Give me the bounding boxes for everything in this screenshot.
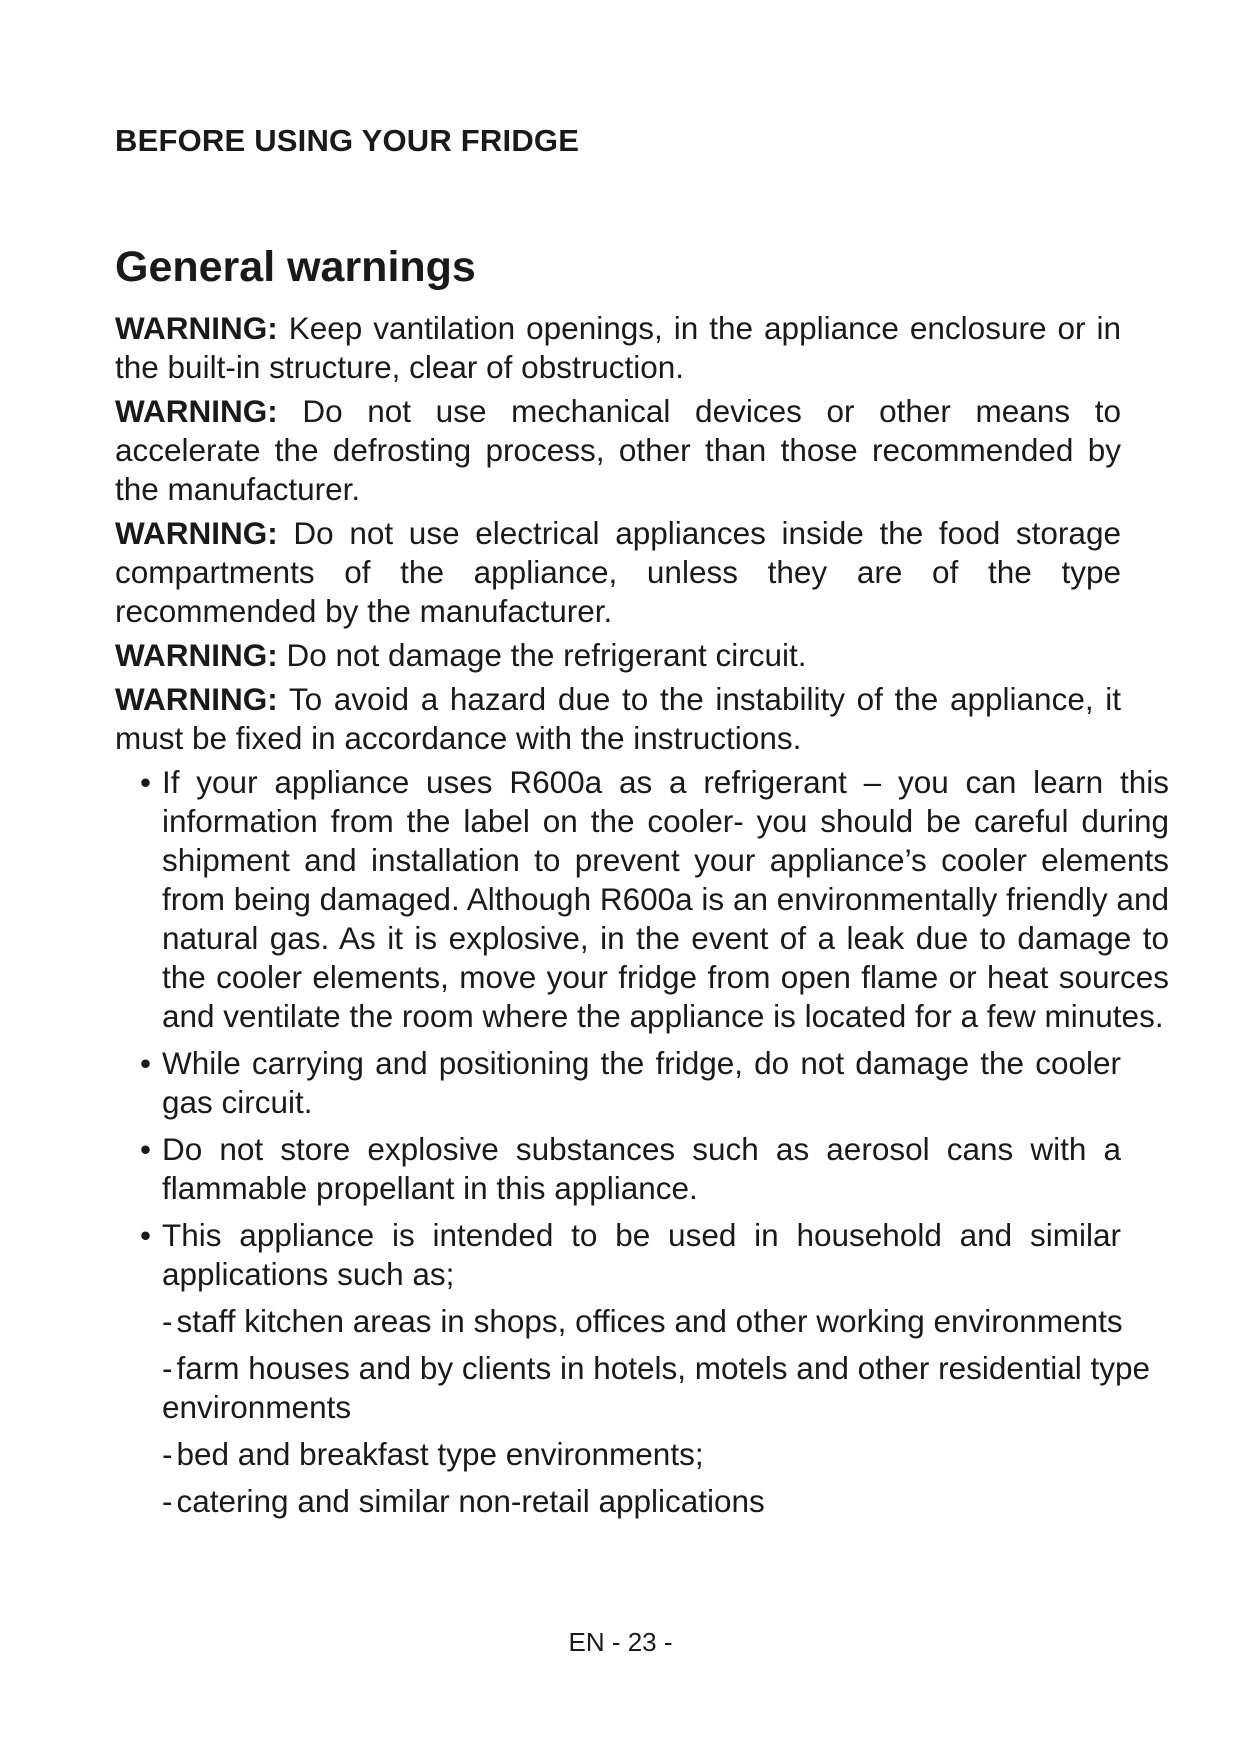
warning-label: WARNING:	[115, 310, 278, 346]
bullet-text: If your appliance uses R600a as a refrigerant – you can learn this information from the label on the cooler- you should be careful during shipment and installation to prevent your appliance’s cooler elements from being damaged. Although R600a is an environmentally friendly and natural gas. As it is explosive, in the event of a leak due to damage to the cooler elements, move your fridge from open flame or heat sources and ventilate the room where the appliance is located for a few minutes.	[162, 764, 1169, 1034]
application-text: catering and similar non-retail applications	[176, 1483, 765, 1519]
bullet-item	[115, 763, 1169, 1036]
bullet-text: While carrying and positioning the fridge, do not damage the cooler gas circuit.	[162, 1045, 1121, 1120]
warning-text: Do not use mechanical devices or other means to accelerate the defrosting process, other than those recommended by the manufacturer.	[115, 393, 1121, 507]
application-item	[115, 1302, 1121, 1341]
warning-paragraph	[115, 514, 1121, 631]
bullet-text: This appliance is intended to be used in household and similar applications such as;	[162, 1217, 1121, 1292]
dash-icon: -	[162, 1303, 173, 1339]
warning-label: WARNING:	[115, 393, 278, 429]
warning-paragraph	[115, 636, 1121, 675]
warning-text: Keep vantilation openings, in the appliance enclosure or in the built-in structure, clear of obstruction.	[115, 310, 1121, 385]
application-item	[115, 1482, 1121, 1521]
warning-label: WARNING:	[115, 681, 278, 717]
warning-text: To avoid a hazard due to the instability of the appliance, it must be fixed in accordance with the instructions.	[115, 681, 1121, 756]
application-item	[115, 1435, 1121, 1474]
warning-text: Do not damage the refrigerant circuit.	[286, 637, 807, 673]
warning-label: WARNING:	[115, 515, 278, 551]
warning-label: WARNING:	[115, 637, 278, 673]
bullet-list	[115, 763, 1169, 1294]
application-item	[115, 1349, 1162, 1427]
warning-paragraph	[115, 392, 1121, 509]
dash-icon: -	[162, 1483, 173, 1519]
dash-icon: -	[162, 1350, 173, 1386]
warnings-content	[115, 309, 1169, 1529]
page-number: EN - 23 -	[568, 1627, 673, 1657]
warning-paragraph	[115, 680, 1121, 758]
application-list	[115, 1302, 1151, 1521]
bullet-item	[115, 1216, 1121, 1294]
application-text: staff kitchen areas in shops, offices and other working environments	[176, 1303, 1123, 1339]
warning-text: Do not use electrical appliances inside the food storage compartments of the appliance, unless they are of the type recommended by the manufacturer.	[115, 515, 1121, 629]
bullet-dot-icon: •	[140, 764, 152, 800]
bullet-text: Do not store explosive substances such as aerosol cans with a flammable propellant in this appliance.	[162, 1131, 1121, 1206]
application-text: farm houses and by clients in hotels, motels and other residential type environments	[162, 1350, 1151, 1425]
bullet-dot-icon: •	[140, 1131, 152, 1167]
bullet-item	[115, 1130, 1121, 1208]
warning-paragraph	[115, 309, 1121, 387]
bullet-item	[115, 1044, 1121, 1122]
bullet-dot-icon: •	[140, 1217, 152, 1253]
page-title: General warnings	[115, 243, 476, 291]
application-text: bed and breakfast type environments;	[176, 1436, 704, 1472]
bullet-dot-icon: •	[140, 1045, 152, 1081]
dash-icon: -	[162, 1436, 173, 1472]
section-header: BEFORE USING YOUR FRIDGE	[115, 123, 580, 158]
